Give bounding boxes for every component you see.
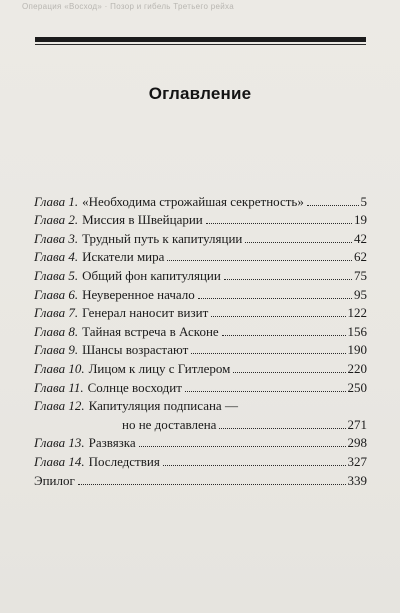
- chapter-word: Глава: [34, 379, 66, 395]
- chapter-title: Тайная встреча в Асконе: [82, 323, 219, 339]
- header-rule-thin: [35, 44, 366, 45]
- toc-entry: [34, 320, 367, 339]
- chapter-title: Шансы возрастают: [82, 342, 189, 358]
- page-number: 95: [354, 286, 367, 302]
- toc-entry-label: [34, 435, 136, 450]
- toc-entry: [34, 339, 367, 358]
- dot-leader: [206, 223, 352, 224]
- page-number: 327: [347, 453, 367, 469]
- page-number: 156: [347, 323, 367, 339]
- chapter-number: 9.: [68, 342, 79, 358]
- page-number: 220: [347, 360, 367, 376]
- toc-entry: [34, 190, 367, 209]
- toc-entry: [34, 302, 367, 321]
- chapter-number: 7.: [68, 305, 79, 321]
- toc-entry-label: [34, 287, 195, 302]
- table-of-contents: [34, 190, 367, 488]
- chapter-title: Неуверенное начало: [82, 286, 195, 302]
- dot-leader: [219, 428, 345, 429]
- chapter-number: 12.: [68, 398, 85, 414]
- toc-entry-label: [34, 249, 164, 264]
- toc-entry-label: [34, 417, 216, 432]
- chapter-title: Солнце восходит: [87, 379, 182, 395]
- chapter-word: Глава: [34, 453, 66, 469]
- dot-leader: [224, 279, 352, 280]
- toc-entry-label: [34, 194, 304, 209]
- chapter-word: Глава: [34, 193, 66, 209]
- chapter-title: Трудный путь к капитуляции: [82, 230, 243, 246]
- chapter-word: Глава: [34, 398, 66, 414]
- dot-leader: [233, 372, 345, 373]
- dot-leader: [78, 484, 346, 485]
- toc-entry-label: [34, 324, 219, 339]
- page-title: Оглавление: [148, 84, 252, 103]
- toc-entry-label: [34, 380, 182, 395]
- chapter-title: Капитуляция подписана —: [88, 398, 238, 414]
- page-number: 19: [354, 212, 367, 228]
- chapter-word: Глава: [34, 286, 66, 302]
- chapter-number: 10.: [68, 360, 85, 376]
- toc-entry: [34, 264, 367, 283]
- chapter-word: Глава: [34, 342, 66, 358]
- toc-entry-label: [34, 398, 238, 413]
- chapter-word: Глава: [34, 360, 66, 376]
- toc-entry-label: [34, 231, 242, 246]
- page-number: 190: [347, 342, 367, 358]
- toc-entry: [34, 227, 367, 246]
- toc-entry-label: [34, 361, 230, 376]
- chapter-title: но не доставлена: [122, 416, 217, 432]
- running-header: Операция «Восход» · Позор и гибель Третьего рейха: [22, 2, 234, 11]
- chapter-number: 1.: [68, 193, 79, 209]
- toc-entry: [34, 246, 367, 265]
- chapter-title: Последствия: [88, 453, 160, 469]
- toc-entry: [34, 209, 367, 228]
- chapter-word: Глава: [34, 323, 66, 339]
- chapter-title: «Необходима строжайшая секретность»: [82, 193, 304, 209]
- page-number: 298: [347, 435, 367, 451]
- chapter-title: Развязка: [88, 435, 136, 451]
- chapter-word: Эпилог: [34, 472, 75, 488]
- chapter-number: 11.: [68, 379, 84, 395]
- chapter-title: Искатели мира: [82, 249, 165, 265]
- page-number: 75: [354, 267, 367, 283]
- dot-leader: [139, 446, 346, 447]
- chapter-title: Генерал наносит визит: [82, 305, 209, 321]
- toc-entry: [34, 283, 367, 302]
- toc-entry-label: [34, 342, 188, 357]
- chapter-word: Глава: [34, 230, 66, 246]
- dot-leader: [245, 242, 352, 243]
- page-number: 122: [347, 305, 367, 321]
- toc-entry: [34, 469, 367, 488]
- dot-leader: [163, 465, 346, 466]
- toc-entry-label: [34, 454, 160, 469]
- toc-entry: [34, 413, 367, 432]
- chapter-word: Глава: [34, 249, 66, 265]
- dot-leader: [167, 260, 352, 261]
- chapter-number: 2.: [68, 212, 79, 228]
- page-number: 5: [360, 193, 367, 209]
- chapter-word: Глава: [34, 212, 66, 228]
- chapter-number: 14.: [68, 453, 85, 469]
- toc-entry: [34, 450, 367, 469]
- dot-leader: [222, 335, 346, 336]
- toc-entry-label: [34, 212, 203, 227]
- dot-leader: [307, 205, 359, 206]
- dot-leader: [185, 391, 346, 392]
- chapter-number: 5.: [68, 267, 79, 283]
- chapter-number: 13.: [68, 435, 85, 451]
- chapter-word: Глава: [34, 305, 66, 321]
- chapter-word: Глава: [34, 267, 66, 283]
- toc-entry: [34, 357, 367, 376]
- toc-entry-label: [34, 268, 221, 283]
- dot-leader: [191, 353, 345, 354]
- page-number: 62: [354, 249, 367, 265]
- toc-entry-label: [34, 473, 75, 488]
- toc-entry: [34, 432, 367, 451]
- page-number: 250: [347, 379, 367, 395]
- chapter-title: Общий фон капитуляции: [82, 267, 221, 283]
- toc-entry: [34, 376, 367, 395]
- chapter-number: 4.: [68, 249, 79, 265]
- chapter-title: Миссия в Швейцарии: [82, 212, 203, 228]
- header-rule-thick: [35, 37, 366, 42]
- chapter-number: 3.: [68, 230, 79, 246]
- chapter-title: Лицом к лицу с Гитлером: [88, 360, 231, 376]
- toc-entry: [34, 395, 367, 414]
- chapter-number: 8.: [68, 323, 79, 339]
- page-number: 271: [347, 416, 367, 432]
- dot-leader: [198, 298, 352, 299]
- page-number: 339: [347, 472, 367, 488]
- chapter-word: Глава: [34, 435, 66, 451]
- dot-leader: [211, 316, 345, 317]
- toc-entry-label: [34, 305, 208, 320]
- chapter-number: 6.: [68, 286, 79, 302]
- page-number: 42: [354, 230, 367, 246]
